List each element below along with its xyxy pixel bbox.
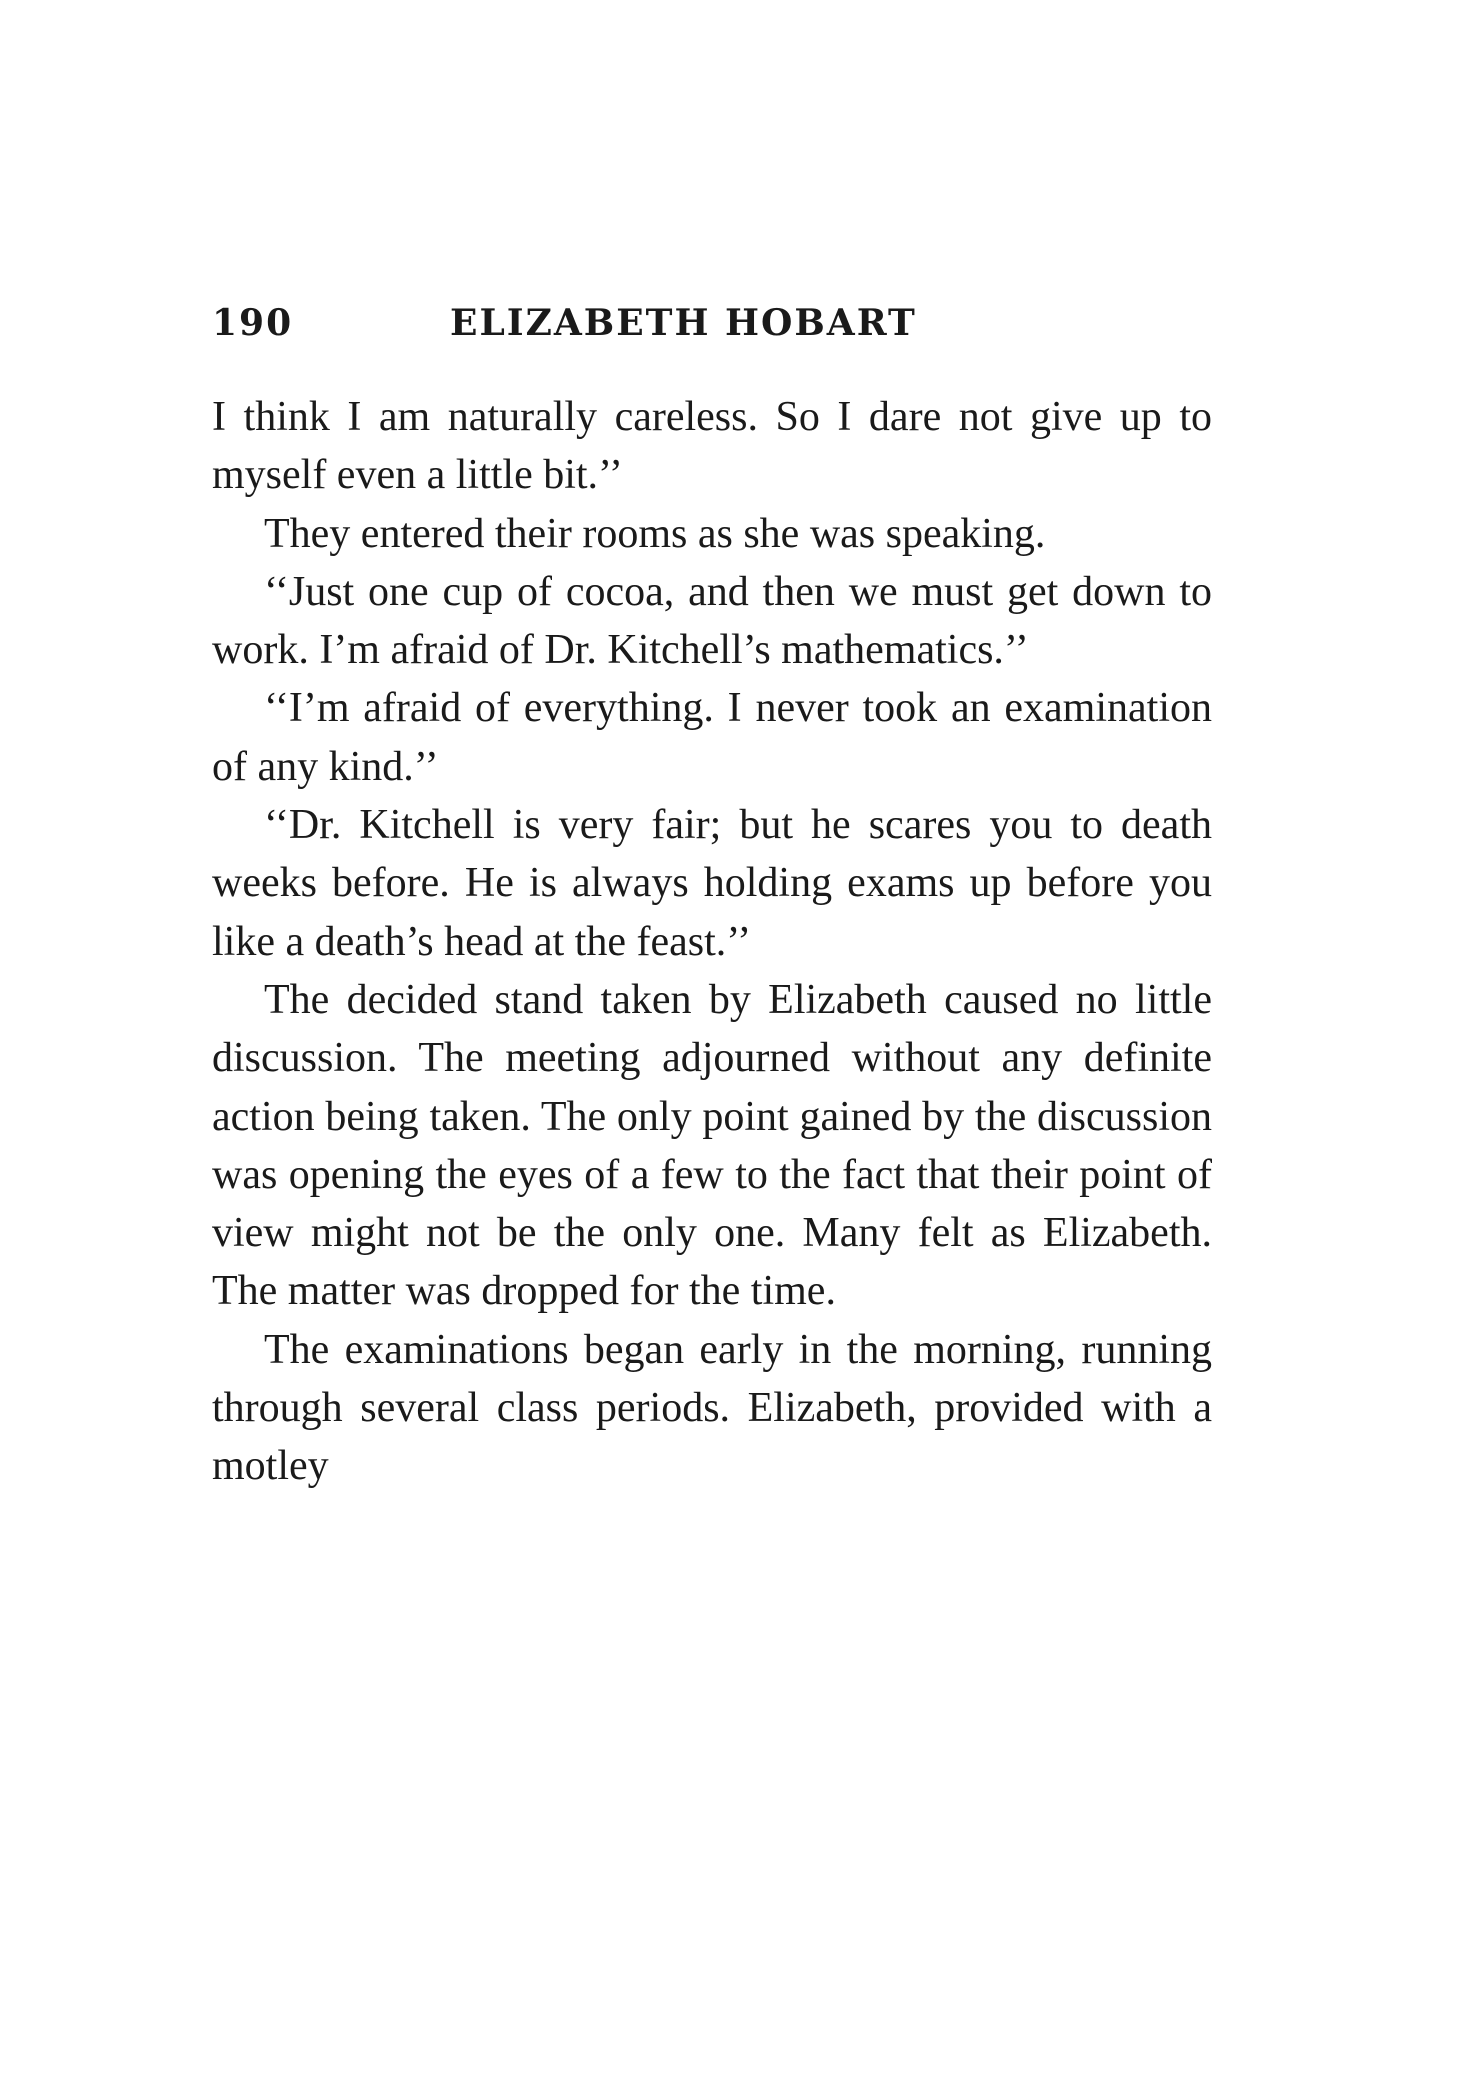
paragraph: The examinations began early in the morning, running through several class periods. Elizabeth, provided with a motley: [212, 1326, 1212, 1490]
paragraph: ‘‘Just one cup of cocoa, and then we must get down to work. I’m afraid of Dr. Kitchell’s mathematics.’’: [212, 568, 1212, 674]
paragraph: I think I am naturally careless. So I dare not give up to myself even a little bit.’’: [212, 394, 1212, 499]
paragraph: ‘‘I’m afraid of everything. I never took an examination of any kind.’’: [212, 685, 1212, 790]
body-text: [212, 388, 1212, 1496]
paragraph: The decided stand taken by Elizabeth caused no little discussion. The meeting adjourned without any definite action being taken. The only point gained by the discussion was opening the eyes of a few to the fact that their point of view might not be the only one. Many felt as Elizabeth. The matter was dropped for the time.: [212, 976, 1212, 1315]
paragraph: They entered their rooms as she was speaking.: [264, 510, 1046, 557]
page-number: 190: [212, 302, 294, 344]
running-title: ELIZABETH HOBART: [450, 302, 917, 344]
page-header: [212, 302, 1212, 352]
paragraph: ‘‘Dr. Kitchell is very fair; but he scares you to death weeks before. He is always holding exams up before you like a death’s head at the feast.’’: [212, 802, 1212, 965]
